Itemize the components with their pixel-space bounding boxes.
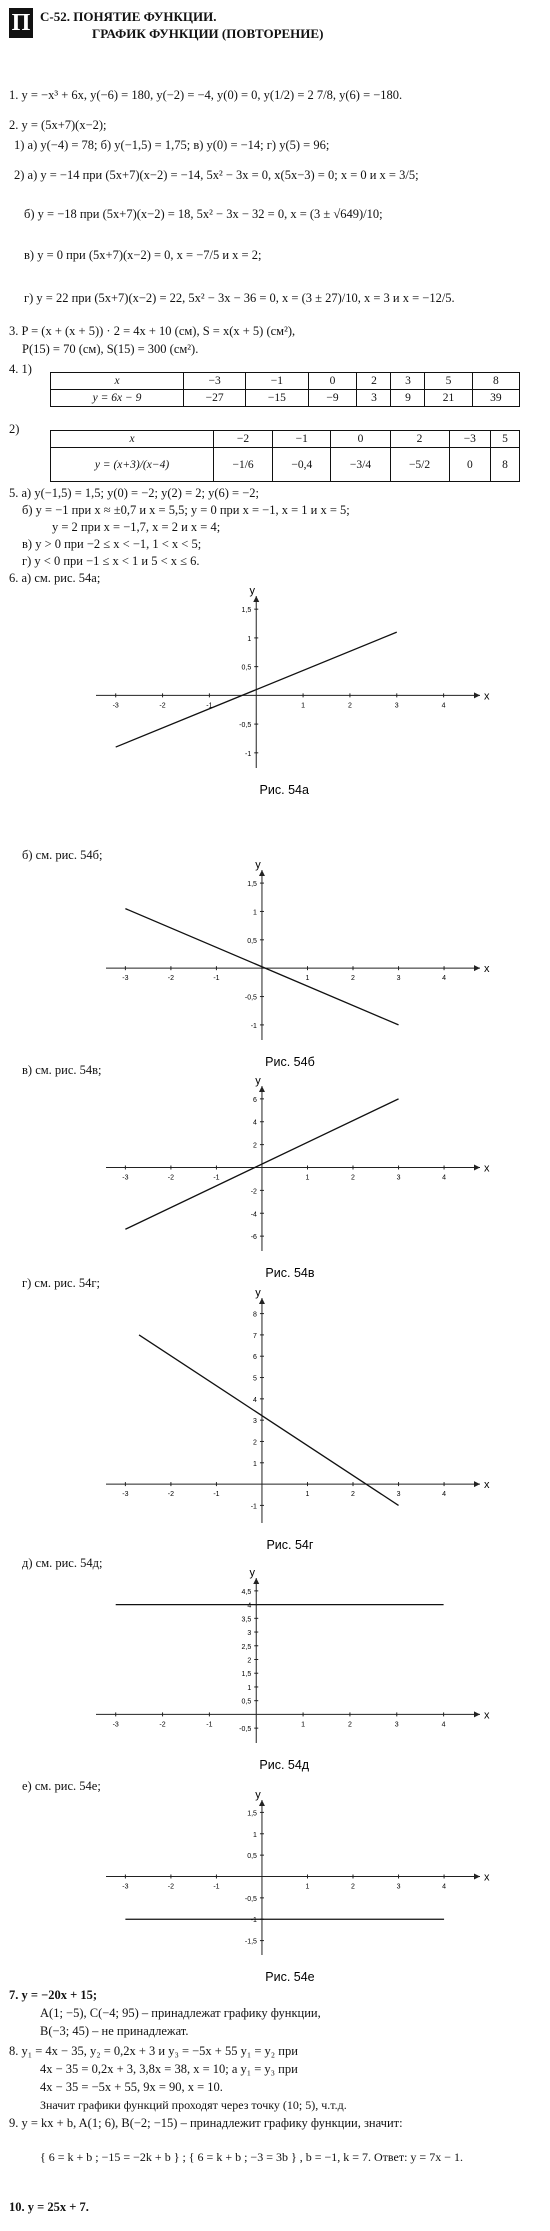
x-tick-label: 4 — [442, 1491, 447, 1499]
y-tick-label: -4 — [250, 1211, 257, 1219]
y-tick-label: 5 — [253, 1375, 257, 1383]
table-cell: 3 — [391, 373, 425, 390]
x-tick-label: 3 — [394, 1721, 399, 1729]
item-2-2c: в) y = 0 при (5x+7)(x−2) = 0, x = −7/5 и x = 2; — [24, 248, 262, 262]
y-tick-label: 0,5 — [247, 1853, 257, 1861]
item-7c: B(−3; 45) – не принадлежат. — [40, 2024, 189, 2038]
x-axis-label: x — [484, 1479, 490, 1492]
x-tick-label: 3 — [396, 1174, 401, 1182]
item-2-2a: 2) а) y = −14 при (5x+7)(x−2) = −14, 5x² − 3x = 0, x(5x−3) = 0; x = 0 и x = 3/5; — [14, 168, 419, 182]
item-8a: 8. y₁ = 4x − 35, y₂ = 0,2x + 3 и y₃ = −5x + 55 y₁ = y₂ при — [9, 2044, 298, 2058]
table-cell: −1/6 — [214, 448, 273, 482]
item-2-1: 1) а) y(−4) = 78; б) y(−1,5) = 1,75; в) y(0) = −14; г) y(5) = 96; — [14, 138, 330, 152]
x-tick-label: -2 — [167, 1491, 175, 1499]
item-6c: в) см. рис. 54в; — [22, 1063, 102, 1077]
y-tick-label: 8 — [253, 1311, 257, 1319]
item-3b: P(15) = 70 (см), S(15) = 300 (см²). — [22, 342, 199, 356]
x-tick-label: 4 — [442, 1174, 447, 1182]
y-tick-label: 0,5 — [241, 664, 252, 672]
table-cell: 3 — [357, 390, 391, 407]
x-tick-label: 3 — [396, 1883, 401, 1891]
table-cell: y = (x+3)/(x−4) — [51, 448, 214, 482]
figure-54f — [90, 1792, 500, 1987]
y-tick-label: 3 — [247, 1630, 252, 1638]
x-tick-label: -2 — [167, 975, 175, 983]
y-tick-label: -2 — [250, 1188, 257, 1196]
figure-caption: Рис. 54д — [259, 1758, 310, 1772]
y-tick-label: 1 — [253, 909, 257, 917]
table-row — [51, 390, 520, 407]
item-8c: 4x − 35 = −5x + 55, 9x = 90, x = 10. — [40, 2080, 223, 2094]
y-axis-label: y — [255, 1078, 261, 1087]
x-tick-label: -3 — [112, 702, 119, 710]
x-axis-arrow — [474, 1711, 480, 1717]
x-tick-label: 4 — [442, 1883, 447, 1891]
x-tick-label: 3 — [396, 975, 401, 983]
x-tick-label: 1 — [305, 975, 310, 983]
x-tick-label: 4 — [442, 975, 447, 983]
x-tick-label: 2 — [351, 975, 355, 983]
table-cell: 9 — [391, 390, 425, 407]
x-tick-label: 1 — [301, 702, 306, 710]
table-row — [51, 431, 520, 448]
table-cell: −15 — [246, 390, 308, 407]
item-5d: г) y < 0 при −1 ≤ x < 1 и 5 < x ≤ 6. — [22, 554, 200, 568]
figure-54e — [80, 1570, 500, 1775]
item-7b: A(1; −5), C(−4; 95) – принадлежат графику функции, — [40, 2006, 321, 2020]
item-6f: е) см. рис. 54е; — [22, 1779, 101, 1793]
x-axis-label: x — [484, 690, 490, 703]
table-cell: −27 — [184, 390, 246, 407]
x-tick-label: -1 — [206, 702, 213, 710]
x-tick-label: -1 — [213, 1883, 220, 1891]
x-tick-label: 2 — [347, 1721, 352, 1729]
item-2: 2. y = (5x+7)(x−2); — [9, 118, 107, 132]
x-axis-arrow — [474, 1481, 480, 1487]
page-subtitle: ГРАФИК ФУНКЦИИ (ПОВТОРЕНИЕ) — [92, 26, 324, 41]
table-cell: −3 — [449, 431, 491, 448]
table-cell: x — [51, 373, 184, 390]
x-tick-label: 1 — [301, 1721, 306, 1729]
x-tick-label: 4 — [441, 702, 446, 710]
x-axis-label: x — [484, 963, 490, 976]
page-title: С-52. ПОНЯТИЕ ФУНКЦИИ. — [40, 9, 217, 24]
y-tick-label: -0,5 — [244, 994, 257, 1002]
item-6b: б) см. рис. 54б; — [22, 848, 103, 862]
item-4-1: 4. 1) — [9, 362, 32, 376]
item-2-2b: б) y = −18 при (5x+7)(x−2) = 18, 5x² − 3x − 32 = 0, x = (3 ± √649)/10; — [24, 207, 383, 221]
y-tick-label: 1,5 — [241, 1671, 252, 1679]
item-6a: 6. а) см. рис. 54а; — [9, 571, 101, 585]
y-tick-label: -1 — [250, 1503, 257, 1511]
figure-54c — [90, 1078, 500, 1283]
x-tick-label: 1 — [305, 1883, 310, 1891]
x-tick-label: -3 — [122, 975, 129, 983]
y-tick-label: 0,5 — [241, 1698, 252, 1706]
y-tick-label: -0,5 — [239, 722, 252, 730]
y-tick-label: 3 — [253, 1418, 257, 1426]
x-tick-label: 1 — [305, 1174, 310, 1182]
x-axis-arrow — [474, 1874, 480, 1880]
item-9b: { 6 = k + b ; −15 = −2k + b } ; { 6 = k + b ; −3 = 3b } , b = −1, k = 7. Ответ: y = 7x − 1. — [40, 2150, 463, 2164]
table-cell: −9 — [308, 390, 357, 407]
x-tick-label: -1 — [213, 975, 220, 983]
y-tick-label: -1,5 — [244, 1938, 257, 1946]
table-cell: 21 — [425, 390, 472, 407]
table-cell: 5 — [491, 431, 520, 448]
x-tick-label: 1 — [305, 1491, 310, 1499]
item-4-2: 2) — [9, 422, 20, 436]
x-axis-arrow — [474, 692, 480, 698]
y-tick-label: 2,5 — [241, 1643, 252, 1651]
figure-caption: Рис. 54а — [259, 783, 309, 797]
y-tick-label: -0,5 — [239, 1726, 252, 1734]
table-cell: 2 — [357, 373, 391, 390]
y-tick-label: 1,5 — [247, 1810, 257, 1818]
item-10: 10. y = 25x + 7. — [9, 2200, 89, 2214]
y-tick-label: 4 — [247, 1602, 252, 1610]
x-tick-label: -3 — [112, 1721, 119, 1729]
x-tick-label: -2 — [167, 1883, 175, 1891]
y-tick-label: 1,5 — [241, 607, 252, 615]
x-axis-label: x — [484, 1162, 490, 1175]
section-logo: П — [9, 8, 33, 38]
table-2 — [50, 430, 520, 482]
table-cell: −0,4 — [273, 448, 331, 482]
y-tick-label: 6 — [253, 1096, 257, 1104]
x-tick-label: 2 — [351, 1491, 355, 1499]
x-tick-label: 3 — [396, 1491, 401, 1499]
function-line — [139, 1332, 399, 1506]
table-cell: 8 — [491, 448, 520, 482]
figure-54d — [90, 1290, 500, 1555]
x-tick-label: 2 — [351, 1883, 355, 1891]
y-axis-label: y — [249, 1570, 255, 1579]
y-tick-label: 1 — [247, 1684, 252, 1692]
y-tick-label: 3,5 — [241, 1616, 252, 1624]
y-axis-label: y — [249, 588, 255, 597]
y-tick-label: 2 — [253, 1142, 257, 1150]
table-row — [51, 373, 520, 390]
table-cell: 2 — [390, 431, 449, 448]
x-tick-label: 4 — [441, 1721, 446, 1729]
x-tick-label: -1 — [213, 1491, 220, 1499]
table-1 — [50, 372, 520, 407]
table-cell: −3/4 — [331, 448, 390, 482]
y-axis-label: y — [255, 862, 261, 871]
x-tick-label: 2 — [351, 1174, 355, 1182]
y-tick-label: -6 — [250, 1234, 257, 1242]
item-5b2: y = 2 при x = −1,7, x = 2 и x = 4; — [52, 520, 221, 534]
table-cell: 39 — [472, 390, 519, 407]
table-cell: 0 — [449, 448, 491, 482]
y-tick-label: 7 — [253, 1332, 257, 1340]
item-6d: г) см. рис. 54г; — [22, 1276, 100, 1290]
y-tick-label: 4 — [253, 1396, 257, 1404]
table-cell: 8 — [472, 373, 519, 390]
y-axis-label: y — [255, 1290, 261, 1299]
table-cell: −2 — [214, 431, 273, 448]
figure-54a — [80, 588, 500, 800]
x-tick-label: -1 — [206, 1721, 213, 1729]
y-tick-label: 0,5 — [247, 937, 257, 945]
item-5c: в) y > 0 при −2 ≤ x < −1, 1 < x < 5; — [22, 537, 202, 551]
x-axis-arrow — [474, 965, 480, 971]
x-tick-label: -2 — [159, 702, 166, 710]
y-tick-label: 6 — [253, 1354, 257, 1362]
x-tick-label: -3 — [122, 1491, 129, 1499]
y-tick-label: -1 — [250, 1917, 257, 1925]
table-cell: −3 — [184, 373, 246, 390]
table-cell: −5/2 — [390, 448, 449, 482]
y-tick-label: -1 — [245, 750, 252, 758]
x-tick-label: -1 — [213, 1174, 220, 1182]
item-2-2d: г) y = 22 при (5x+7)(x−2) = 22, 5x² − 3x − 36 = 0, x = (3 ± 27)/10, x = 3 и x = −12/5. — [24, 291, 455, 305]
x-axis-label: x — [484, 1709, 490, 1722]
x-tick-label: -2 — [159, 1721, 166, 1729]
y-axis-label: y — [255, 1792, 261, 1801]
y-tick-label: 2 — [253, 1439, 257, 1447]
figure-caption: Рис. 54е — [265, 1970, 315, 1984]
item-5b: б) y = −1 при x ≈ ±0,7 и x = 5,5; y = 0 при x = −1, x = 1 и x = 5; — [22, 503, 350, 517]
y-tick-label: -1 — [250, 1022, 257, 1030]
x-tick-label: 3 — [394, 702, 399, 710]
x-axis-arrow — [474, 1165, 480, 1171]
x-tick-label: -3 — [122, 1883, 129, 1891]
y-tick-label: 4,5 — [241, 1588, 252, 1596]
x-tick-label: -3 — [122, 1174, 129, 1182]
item-8b: 4x − 35 = 0,2x + 3, 3,8x = 38, x = 10; а y₁ = y₃ при — [40, 2062, 298, 2076]
item-5a: 5. а) y(−1,5) = 1,5; y(0) = −2; y(2) = 2; y(6) = −2; — [9, 486, 259, 500]
y-tick-label: 4 — [253, 1119, 257, 1127]
item-6e: д) см. рис. 54д; — [22, 1556, 103, 1570]
table-cell: 0 — [308, 373, 357, 390]
item-1: 1. y = −x³ + 6x, y(−6) = 180, y(−2) = −4, y(0) = 0, y(1/2) = 2 7/8, y(6) = −180. — [9, 88, 403, 102]
figure-caption: Рис. 54б — [265, 1055, 315, 1069]
x-axis-label: x — [484, 1871, 490, 1884]
item-7a: 7. y = −20x + 15; — [9, 1988, 98, 2002]
table-cell: −1 — [273, 431, 331, 448]
y-tick-label: 1 — [253, 1460, 257, 1468]
item-3a: 3. P = (x + (x + 5)) · 2 = 4x + 10 (см), S = x(x + 5) (см²), — [9, 324, 296, 338]
x-tick-label: 2 — [347, 702, 352, 710]
table-cell: 0 — [331, 431, 390, 448]
y-tick-label: 1,5 — [247, 881, 257, 889]
table-cell: −1 — [246, 373, 308, 390]
item-9a: 9. y = kx + b, A(1; 6), B(−2; −15) – принадлежит графику функции, значит: — [9, 2116, 403, 2130]
y-tick-label: 1 — [253, 1831, 257, 1839]
figure-caption: Рис. 54в — [265, 1266, 315, 1280]
table-cell: y = 6x − 9 — [51, 390, 184, 407]
figure-caption: Рис. 54г — [266, 1538, 314, 1552]
item-8d: Значит графики функций проходят через точку (10; 5), ч.т.д. — [40, 2098, 347, 2112]
table-row — [51, 448, 520, 482]
y-tick-label: -0,5 — [244, 1895, 257, 1903]
table-cell: 5 — [425, 373, 472, 390]
x-tick-label: -2 — [167, 1174, 175, 1182]
table-cell: x — [51, 431, 214, 448]
y-tick-label: 1 — [247, 635, 252, 643]
y-tick-label: 2 — [247, 1657, 252, 1665]
figure-54b — [90, 862, 500, 1072]
